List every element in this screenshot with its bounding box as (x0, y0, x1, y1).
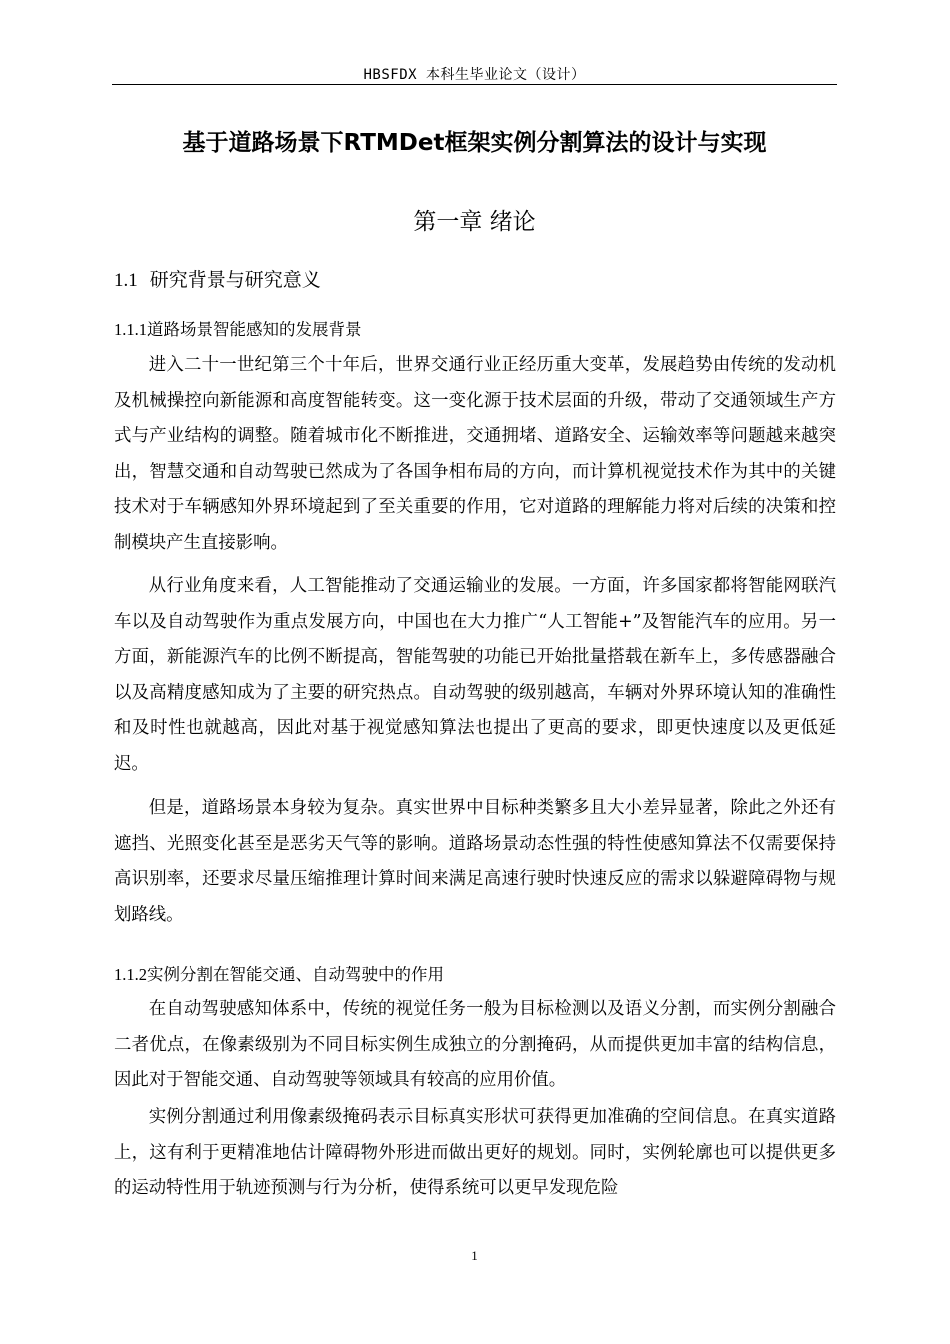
paragraph-3: 但是，道路场景本身较为复杂。真实世界中目标种类繁多且大小差异显著，除此之外还有遮挡、光照变化甚至是恶劣天气等的影响。道路场景动态性强的特性使感知算法不仅需要保持高识别率，还要求尽量压缩推理计算时间来满足高速行驶时快速反应的需求以躲避障碍物与规划路线。 (114, 798, 836, 925)
paragraph-1: 进入二十一世纪第三个十年后，世界交通行业正经历重大变革，发展趋势由传统的发动机及机械操控向新能源和高度智能转变。这一变化源于技术层面的升级，带动了交通领域生产方式与产业结构的调整。随着城市化不断推进，交通拥堵、道路安全、运输效率等问题越来越突出，智慧交通和自动驾驶已然成为了各国争相布局的方向，而计算机视觉技术作为其中的关键技术对于车辆感知外界环境起到了至关重要的作用，它对道路的理解能力将对后续的决策和控制模块产生直接影响。 (114, 355, 836, 553)
subsection-number-2: 1.1.2 (114, 965, 147, 984)
chapter-heading: 第一章 绪论 (413, 209, 536, 235)
paragraph-5: 实例分割通过利用像素级掩码表示目标真实形状可获得更加准确的空间信息。在真实道路上，这有利于更精准地估计障碍物外形进而做出更好的规划。同时，实例轮廓也可以提供更多的运动特性用于轨迹预测与行为分析，使得系统可以更早发现危险 (114, 1107, 836, 1198)
thesis-title: 基于道路场景下RTMDet框架实例分割算法的设计与实现 (182, 130, 767, 156)
subsection-heading-1 (114, 316, 362, 340)
subsection-heading-2 (114, 961, 444, 985)
subsection-title-2: 实例分割在智能交通、自动驾驶中的作用 (147, 965, 444, 984)
subsection-number-1: 1.1.1 (114, 320, 147, 339)
section-number: 1.1 (114, 270, 138, 291)
section-heading (114, 265, 321, 292)
paragraph-2: 从行业角度来看，人工智能推动了交通运输业的发展。一方面，许多国家都将智能网联汽车以及自动驾驶作为重点发展方向，中国也在大力推广“人工智能+”及智能汽车的应用。另一方面，新能源汽车的比例不断提高，智能驾驶的功能已开始批量搭载在新车上，多传感器融合以及高精度感知成为了主要的研究热点。自动驾驶的级别越高，车辆对外界环境认知的准确性和及时性也就越高，因此对基于视觉感知算法也提出了更高的要求，即更快速度以及更低延迟。 (114, 576, 836, 774)
header-rule (112, 84, 837, 85)
section-title: 研究背景与研究意义 (149, 269, 321, 291)
paragraph-4: 在自动驾驶感知体系中，传统的视觉任务一般为目标检测以及语义分割，而实例分割融合二者优点，在像素级别为不同目标实例生成独立的分割掩码，从而提供更加丰富的结构信息，因此对于智能交通、自动驾驶等领域具有较高的应用价值。 (114, 999, 836, 1090)
running-header: HBSFDX 本科生毕业论文（设计） (363, 67, 586, 83)
subsection-title-1: 道路场景智能感知的发展背景 (147, 320, 362, 339)
page-number: 1 (471, 1248, 478, 1263)
